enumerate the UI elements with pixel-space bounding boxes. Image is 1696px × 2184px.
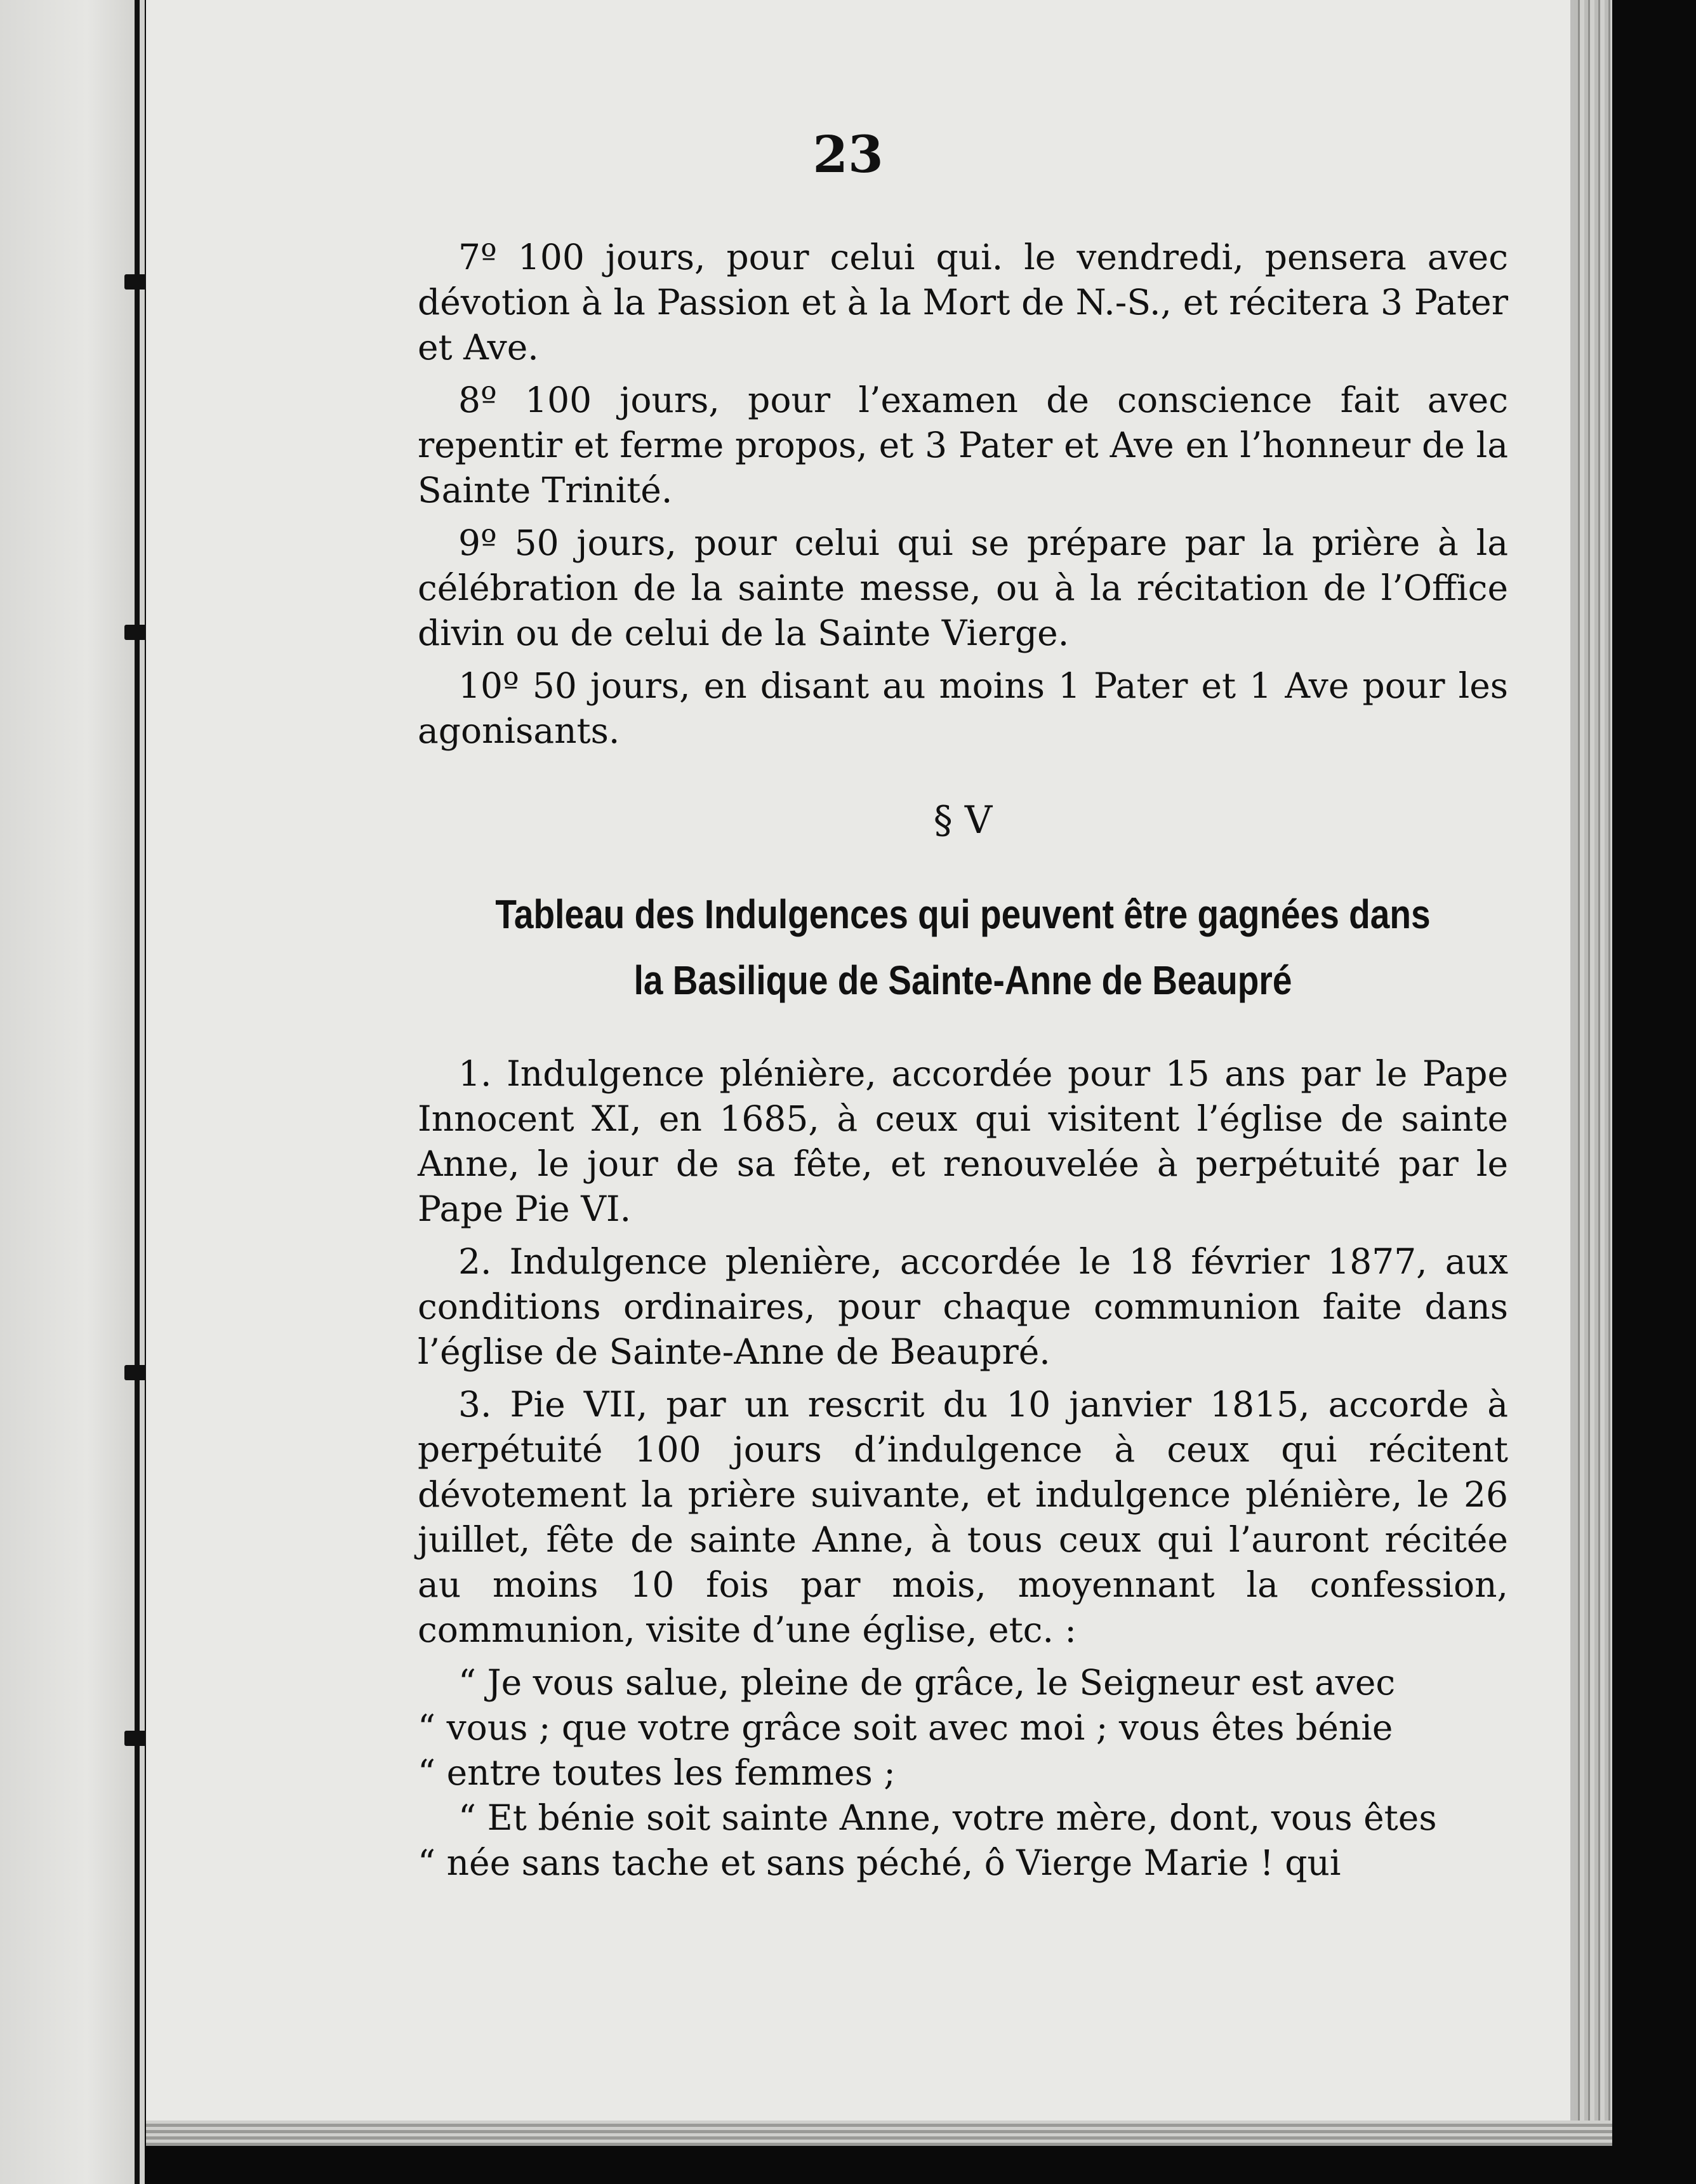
page-number: 23: [812, 124, 884, 184]
prayer-line: “ vous ; que votre grâce soit avec moi ; vous êtes bénie: [418, 1707, 1393, 1748]
prayer-quote: [418, 1660, 1508, 1886]
prayer-line: “ née sans tache et sans péché, ô Vierge Marie ! qui: [418, 1842, 1341, 1883]
prayer-line: “ Je vous salue, pleine de grâce, le Seigneur est avec: [458, 1662, 1396, 1703]
prayer-line: “ entre toutes les femmes ;: [418, 1752, 896, 1793]
page-edge-stack: [1574, 0, 1612, 2121]
page-bottom-edge: [146, 2121, 1612, 2146]
indulgence-item-7: 7º 100 jours, pour celui qui. le vendredi, pensera avec dévotion à la Passion et à la Mort de N.-S., et récitera 3 Pater et Ave.: [418, 237, 1508, 368]
section-mark: § V: [933, 798, 993, 842]
indulgence-item-10: 10º 50 jours, en disant au moins 1 Pater et 1 Ave pour les agonisants.: [418, 665, 1508, 751]
indulgence-list-item-1: 1. Indulgence plénière, accordée pour 15 ans par le Pape Innocent XI, en 1685, à ceux qui visitent l’église de sainte Anne, le jour de sa fête, et renouvelée à perpétuité par le Pape Pie VI.: [418, 1053, 1508, 1229]
indulgence-list-item-2: 2. Indulgence plenière, accordée le 18 février 1877, aux conditions ordinaires, pour chaque communion faite dans l’église de Sainte-Anne de Beaupré.: [418, 1241, 1508, 1372]
prayer-line: “ Et bénie soit sainte Anne, votre mère, dont, vous êtes: [458, 1797, 1437, 1838]
page-body: [418, 235, 1508, 1886]
indulgence-item-9: 9º 50 jours, pour celui qui se prépare par la prière à la célébration de la sainte messe, ou à la récitation de l’Office divin ou de celui de la Sainte Vierge.: [418, 523, 1508, 653]
binding-spine: [135, 0, 140, 2184]
indulgence-item-8: 8º 100 jours, pour l’examen de conscience fait avec repentir et ferme propos, et 3 Pater et Ave en l’honneur de la Sainte Trinité.: [418, 380, 1508, 510]
section-heading: Tableau des Indulgences qui peuvent être gagnées dans la Basilique de Sainte-Anne de Beaupré: [495, 891, 1431, 1003]
indulgence-list-item-3: 3. Pie VII, par un rescrit du 10 janvier 1815, accorde à perpétuité 100 jours d’indulgence à ceux qui récitent dévotement la prière suivante, et indulgence plénière, le 26 juillet, fête de sainte Anne, à tous ceux qui l’auront récitée au moins 10 fois par mois, moyennant la confession, communion, visite d’une église, etc. :: [418, 1384, 1508, 1650]
adjacent-page-strip: [0, 0, 145, 2184]
